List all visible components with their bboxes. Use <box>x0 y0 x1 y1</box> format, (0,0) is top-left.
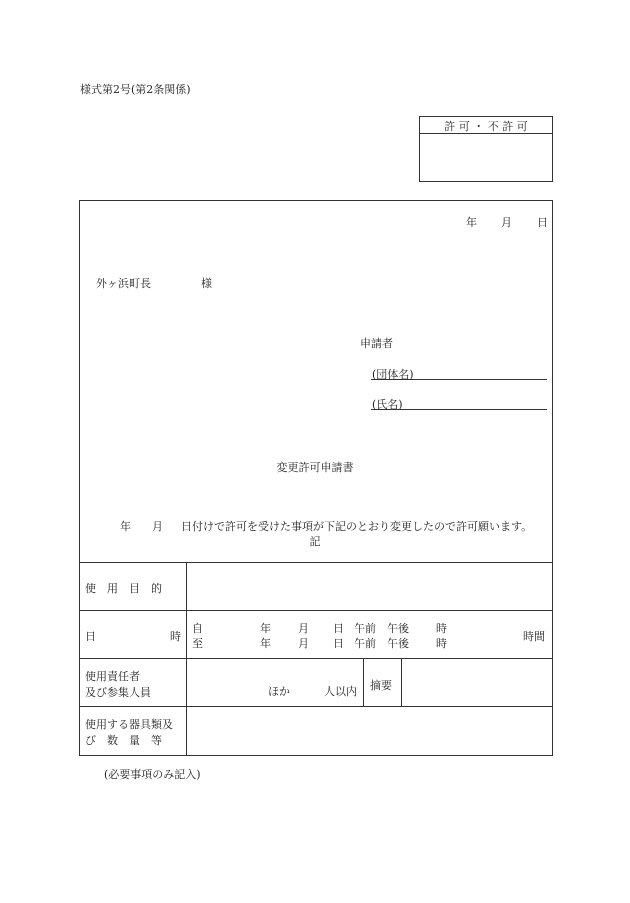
row-divider-1 <box>79 610 553 611</box>
datetime-label-left: 日 <box>85 630 96 643</box>
person-name-underline <box>371 409 547 410</box>
remarks-label: 摘要 <box>370 679 392 692</box>
from-hour: 時 <box>436 622 447 635</box>
to-hour: 時 <box>436 637 447 650</box>
purpose-label: 使 用 目 的 <box>85 582 162 595</box>
addressee-name: 外ヶ浜町長 <box>96 277 151 290</box>
document-title: 変更許可申請書 <box>276 461 354 474</box>
intro-year: 年 <box>120 520 131 533</box>
people-limit-label: 人以内 <box>324 685 357 698</box>
approval-box-header: 許 可 ・ 不 許 可 <box>444 120 528 133</box>
addressee-honorific: 様 <box>201 277 212 290</box>
ki-label: 記 <box>309 535 321 548</box>
applicant-label: 申請者 <box>360 337 393 350</box>
intro-text: 日付けで許可を受けた事項が下記のとおり変更したので許可願います。 <box>181 520 533 533</box>
equipment-field[interactable] <box>187 707 552 755</box>
intro-month: 月 <box>152 520 163 533</box>
from-ampm: 午前 午後 <box>354 622 409 635</box>
responsible-label-line2: 及び参集人員 <box>85 686 151 699</box>
responsible-label-line1: 使用責任者 <box>85 670 140 683</box>
datetime-label-right: 時 <box>170 630 181 643</box>
date-year: 年 <box>466 216 477 229</box>
date-month: 月 <box>501 216 512 229</box>
footnote: (必要事項のみ記入) <box>104 768 201 781</box>
purpose-field[interactable] <box>187 563 552 610</box>
to-month: 月 <box>298 637 309 650</box>
form-number: 様式第2号(第2条関係) <box>80 83 191 96</box>
remarks-divider-left <box>363 658 364 706</box>
person-name-label: (氏名) <box>372 398 403 411</box>
remarks-field[interactable] <box>402 659 552 706</box>
date-day: 日 <box>537 216 548 229</box>
to-year: 年 <box>260 637 271 650</box>
to-day: 日 <box>333 637 344 650</box>
equipment-label-line2: び 数 量 等 <box>85 734 162 747</box>
from-day: 日 <box>333 622 344 635</box>
group-name-underline <box>371 379 547 380</box>
to-marker: 至 <box>192 637 203 650</box>
from-month: 月 <box>298 622 309 635</box>
others-label: ほか <box>268 685 290 698</box>
equipment-label-line1: 使用する器具類及 <box>85 718 173 731</box>
hours-label: 時間 <box>523 630 545 643</box>
from-marker: 自 <box>192 622 203 635</box>
from-year: 年 <box>260 622 271 635</box>
to-ampm: 午前 午後 <box>354 637 409 650</box>
group-name-label: (団体名) <box>372 368 414 381</box>
